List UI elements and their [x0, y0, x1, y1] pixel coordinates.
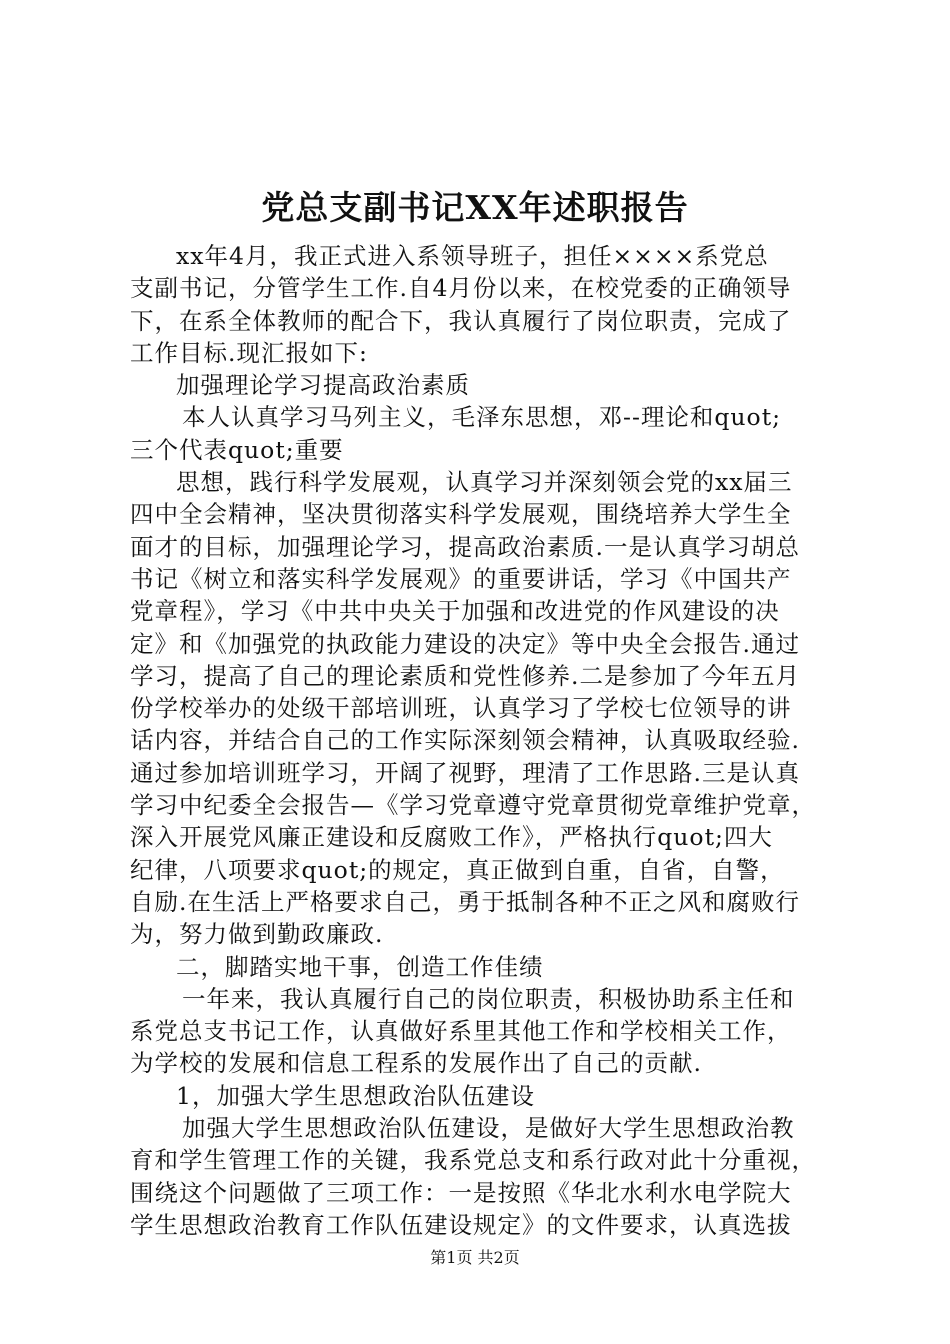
text-line: 纪律，八项要求quot;的规定，真正做到自重，自省，自警， [130, 855, 785, 884]
text-line: 话内容，并结合自己的工作实际深刻领会精神，认真吸取经验. [130, 726, 800, 755]
text-line: 本人认真学习马列主义，毛泽东思想，邓--理论和quot; [182, 403, 782, 432]
text-line: 三个代表quot;重要 [130, 435, 344, 464]
text-line: 支副书记，分管学生工作.自4月份以来，在校党委的正确领导 [130, 274, 792, 303]
text-line: 份学校举办的处级干部培训班，认真学习了学校七位领导的讲 [130, 694, 792, 723]
text-line: 系党总支书记工作，认真做好系里其他工作和学校相关工作， [130, 1017, 792, 1046]
text-line: xx年4月，我正式进入系领导班子，担任××××系党总 [176, 242, 769, 270]
section-heading: 加强理论学习提高政治素质 [176, 371, 470, 400]
text-line: 为，努力做到勤政廉政. [130, 920, 384, 949]
text-line: 通过参加培训班学习，开阔了视野，理清了工作思路.三是认真 [130, 758, 800, 787]
section-heading: 1，加强大学生思想政治队伍建设 [176, 1081, 535, 1110]
document-title: 党总支副书记XX年述职报告 [261, 188, 689, 227]
text-line: 围绕这个问题做了三项工作：一是按照《华北水利水电学院大 [130, 1178, 792, 1207]
text-line: 党章程》，学习《中共中央关于加强和改进党的作风建设的决 [130, 597, 780, 626]
text-line: 加强大学生思想政治队伍建设，是做好大学生思想政治教 [182, 1114, 795, 1143]
page-footer: 第1页 共2页 [430, 1248, 520, 1267]
text-line: 一年来，我认真履行自己的岗位职责，积极协助系主任和 [182, 984, 795, 1013]
text-line: 深入开展党风廉正建设和反腐败工作》，严格执行quot;四大 [130, 823, 773, 852]
text-line: 为学校的发展和信息工程系的发展作出了自己的贡献. [130, 1049, 702, 1078]
text-line: 四中全会精神，坚决贯彻落实科学发展观，围绕培养大学生全 [130, 500, 792, 529]
text-line: 下，在系全体教师的配合下，我认真履行了岗位职责，完成了 [130, 306, 792, 335]
document-body [130, 240, 830, 1241]
text-line: 工作目标.现汇报如下: [130, 338, 368, 367]
text-line: 书记《树立和落实科学发展观》的重要讲话，学习《中国共产 [130, 564, 792, 593]
section-heading: 二，脚踏实地干事，创造工作佳绩 [176, 952, 544, 981]
text-line: 面才的目标，加强理论学习，提高政治素质.一是认真学习胡总 [130, 532, 800, 561]
text-line: 思想，践行科学发展观，认真学习并深刻领会党的xx届三 [176, 468, 793, 497]
text-line: 学习，提高了自己的理论素质和党性修养.二是参加了今年五月 [130, 661, 800, 690]
text-line: 定》和《加强党的执政能力建设的决定》等中央全会报告.通过 [130, 629, 800, 658]
text-line: 自励.在生活上严格要求自己，勇于抵制各种不正之风和腐败行 [130, 887, 800, 916]
text-line: 学习中纪委全会报告—《学习党章遵守党章贯彻党章维护党章， [130, 791, 816, 820]
text-line: 学生思想政治教育工作队伍建设规定》的文件要求，认真选拔 [130, 1210, 792, 1239]
text-line: 育和学生管理工作的关键，我系党总支和系行政对此十分重视， [130, 1146, 816, 1175]
